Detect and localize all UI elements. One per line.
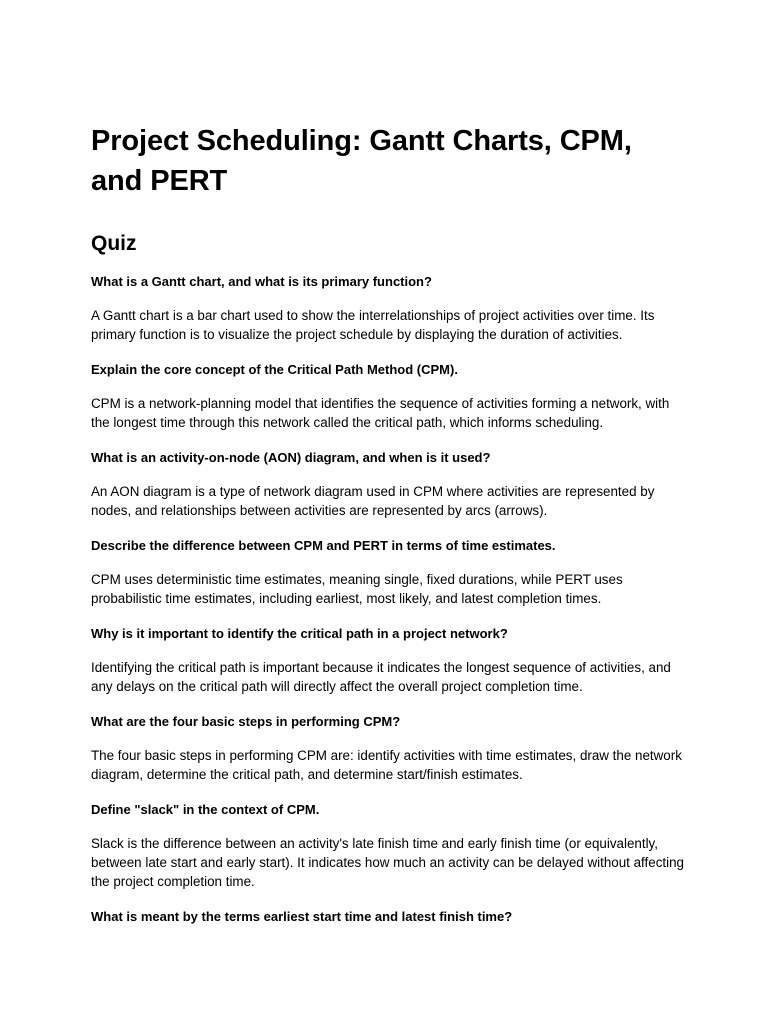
quiz-item — [91, 536, 691, 608]
section-heading: Quiz — [91, 232, 137, 255]
quiz-item — [91, 272, 691, 344]
quiz-answer: An AON diagram is a type of network diagram used in CPM where activities are represented by nodes, and relationships between activities are represented by arcs (arrows). — [91, 484, 655, 518]
quiz-question: Describe the difference between CPM and PERT in terms of time estimates. — [91, 538, 556, 553]
quiz-answer: Identifying the critical path is important because it indicates the longest sequence of activities, and any delays on the critical path will directly affect the overall project completion time. — [91, 660, 671, 694]
quiz-item — [91, 907, 691, 926]
quiz-item — [91, 800, 691, 891]
quiz-answer: CPM uses deterministic time estimates, meaning single, fixed durations, while PERT uses probabilistic time estimates, including earliest, most likely, and latest completion times. — [91, 572, 623, 606]
document-content — [91, 121, 691, 926]
quiz-answer: A Gantt chart is a bar chart used to show the interrelationships of project activities over time. Its primary function is to visualize the project schedule by displaying the duration of activities. — [91, 308, 655, 342]
document-title: Project Scheduling: Gantt Charts, CPM, and PERT — [91, 125, 632, 197]
quiz-answer: Slack is the difference between an activity's late finish time and early finish time (or equivalently, between late start and early start). It indicates how much an activity can be delayed without affecting the project completion time. — [91, 836, 684, 889]
quiz-question: What is meant by the terms earliest start time and latest finish time? — [91, 909, 513, 924]
quiz-question: What is a Gantt chart, and what is its primary function? — [91, 274, 432, 289]
quiz-answer: The four basic steps in performing CPM are: identify activities with time estimates, draw the network diagram, determine the critical path, and determine start/finish estimates. — [91, 748, 682, 782]
quiz-item — [91, 448, 691, 520]
quiz-answer: CPM is a network-planning model that identifies the sequence of activities forming a network, with the longest time through this network called the critical path, which informs scheduling. — [91, 396, 670, 430]
quiz-question: What are the four basic steps in performing CPM? — [91, 714, 401, 729]
quiz-item — [91, 360, 691, 432]
quiz-item — [91, 712, 691, 784]
quiz-question: Why is it important to identify the critical path in a project network? — [91, 626, 508, 641]
quiz-item — [91, 624, 691, 696]
quiz-question: What is an activity-on-node (AON) diagram, and when is it used? — [91, 450, 491, 465]
quiz-list — [91, 272, 691, 926]
quiz-question: Define "slack" in the context of CPM. — [91, 802, 320, 817]
quiz-question: Explain the core concept of the Critical Path Method (CPM). — [91, 362, 458, 377]
